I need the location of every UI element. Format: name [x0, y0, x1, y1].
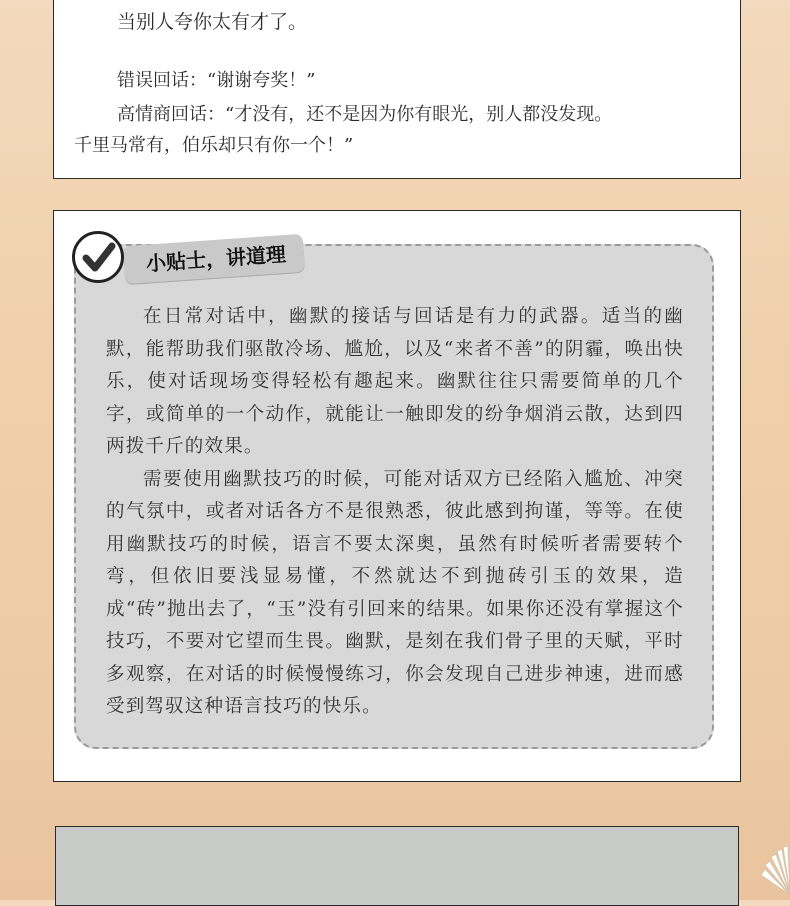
praise-line: 当别人夸你太有才了。: [117, 11, 308, 33]
wrong-reply-line: 错误回话：“谢谢夸奖！”: [117, 70, 316, 91]
tips-paragraph-2: 需要使用幽默技巧的时候，可能对话双方已经陷入尴尬、冲突的气氛中，或者对话各方不是很熟悉，彼此感到拘谨，等等。在使用幽默技巧的时候，语言不要太深奥，虽然有时候听者需要转个弯，但依旧要浅显易懂，不然就达不到抛砖引玉的效果，造成“砖”抛出去了，“玉”没有引回来的结果。如果你还没有掌握这个技巧，不要对它望而生畏。幽默，是刻在我们骨子里的天赋，平时多观察，在对话的时候慢慢练习，你会发现自己进步神速，进而感受到驾驭这种语言技巧的快乐。: [106, 468, 684, 717]
high-eq-reply-line: 高情商回话：“才没有，还不是因为你有眼光，别人都没发现。: [117, 104, 613, 125]
fan-decoration-icon: [755, 835, 790, 900]
tips-header: [72, 229, 322, 293]
bottom-panel: [55, 826, 739, 906]
tips-panel: [53, 210, 741, 782]
top-text-panel: [53, 0, 741, 179]
high-eq-reply-continuation: 千里马常有，伯乐却只有你一个！”: [74, 135, 354, 156]
tips-body: [106, 301, 684, 724]
tips-box: [74, 244, 714, 749]
checkmark-icon: [72, 231, 124, 283]
tips-paragraph-1: 在日常对话中，幽默的接话与回话是有力的武器。适当的幽默，能帮助我们驱散冷场、尴尬，以及“来者不善”的阴霾，唤出快乐，使对话现场变得轻松有趣起来。幽默往往只需要简单的几个字，或简单的一个动作，就能让一触即发的纷争烟消云散，达到四两拨千斤的效果。: [106, 306, 684, 457]
tips-title: 小贴士，讲道理: [123, 234, 305, 284]
